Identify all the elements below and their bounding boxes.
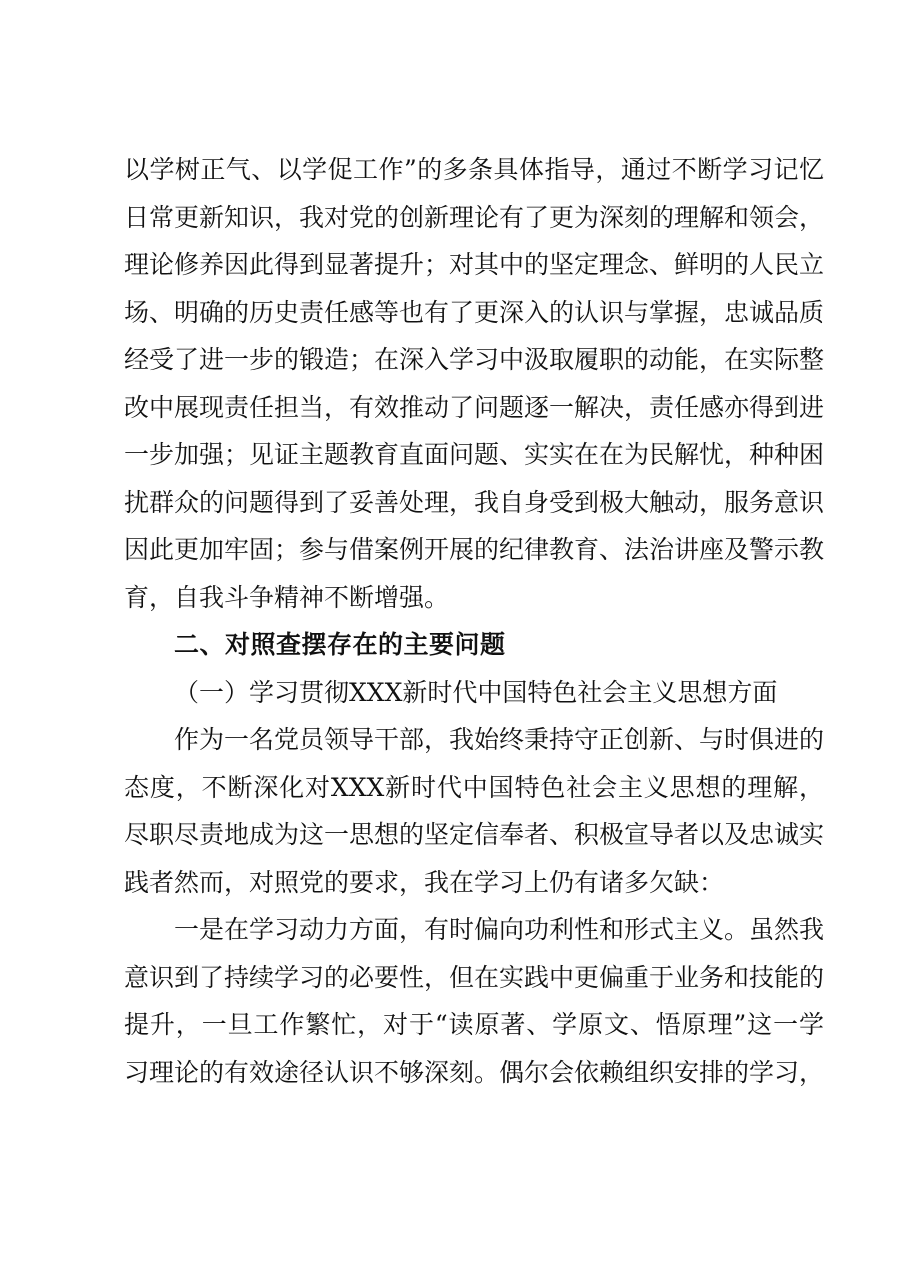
- paragraph-self-assessment: 作为一名党员领导干部，我始终秉持守正创新、与时俱进的态度，不断深化对XXX新时代中国特色社会主义思想的理解，尽职尽责地成为这一思想的坚定信奉者、积极宣导者以及忠诚实践者然而，对照党的要求，我在学习上仍有诸多欠缺：: [124, 725, 825, 897]
- section-heading-main-problems: 二、对照查摆存在的主要问题: [174, 630, 506, 659]
- subsection-heading-study-thought: （一）学习贯彻XXX新时代中国特色社会主义思想方面: [174, 677, 778, 707]
- document-body: [124, 146, 824, 1096]
- paragraph-continued-summary: 以学树正气、以学促工作”的多条具体指导，通过不断学习记忆日常更新知识，我对党的创新理论有了更为深刻的理解和领会，理论修养因此得到显著提升；对其中的坚定理念、鲜明的人民立场、明确的历史责任感等也有了更深入的认识与掌握，忠诚品质经受了进一步的锻造；在深入学习中汲取履职的动能，在实际整改中展现责任担当，有效推动了问题逐一解决，责任感亦得到进一步加强；见证主题教育直面问题、实实在在为民解忧，种种困扰群众的问题得到了妥善处理，我自身受到极大触动，服务意识因此更加牢固；参与借案例开展的纪律教育、法治讲座及警示教育，自我斗争精神不断增强。: [124, 155, 825, 612]
- paragraph-point-one-motivation: 一是在学习动力方面，有时偏向功利性和形式主义。虽然我意识到了持续学习的必要性，但在实践中更偏重于业务和技能的提升，一旦工作繁忙，对于“读原著、学原文、悟原理”这一学习理论的有效途径认识不够深刻。偶尔会依赖组织安排的学习，: [124, 915, 825, 1087]
